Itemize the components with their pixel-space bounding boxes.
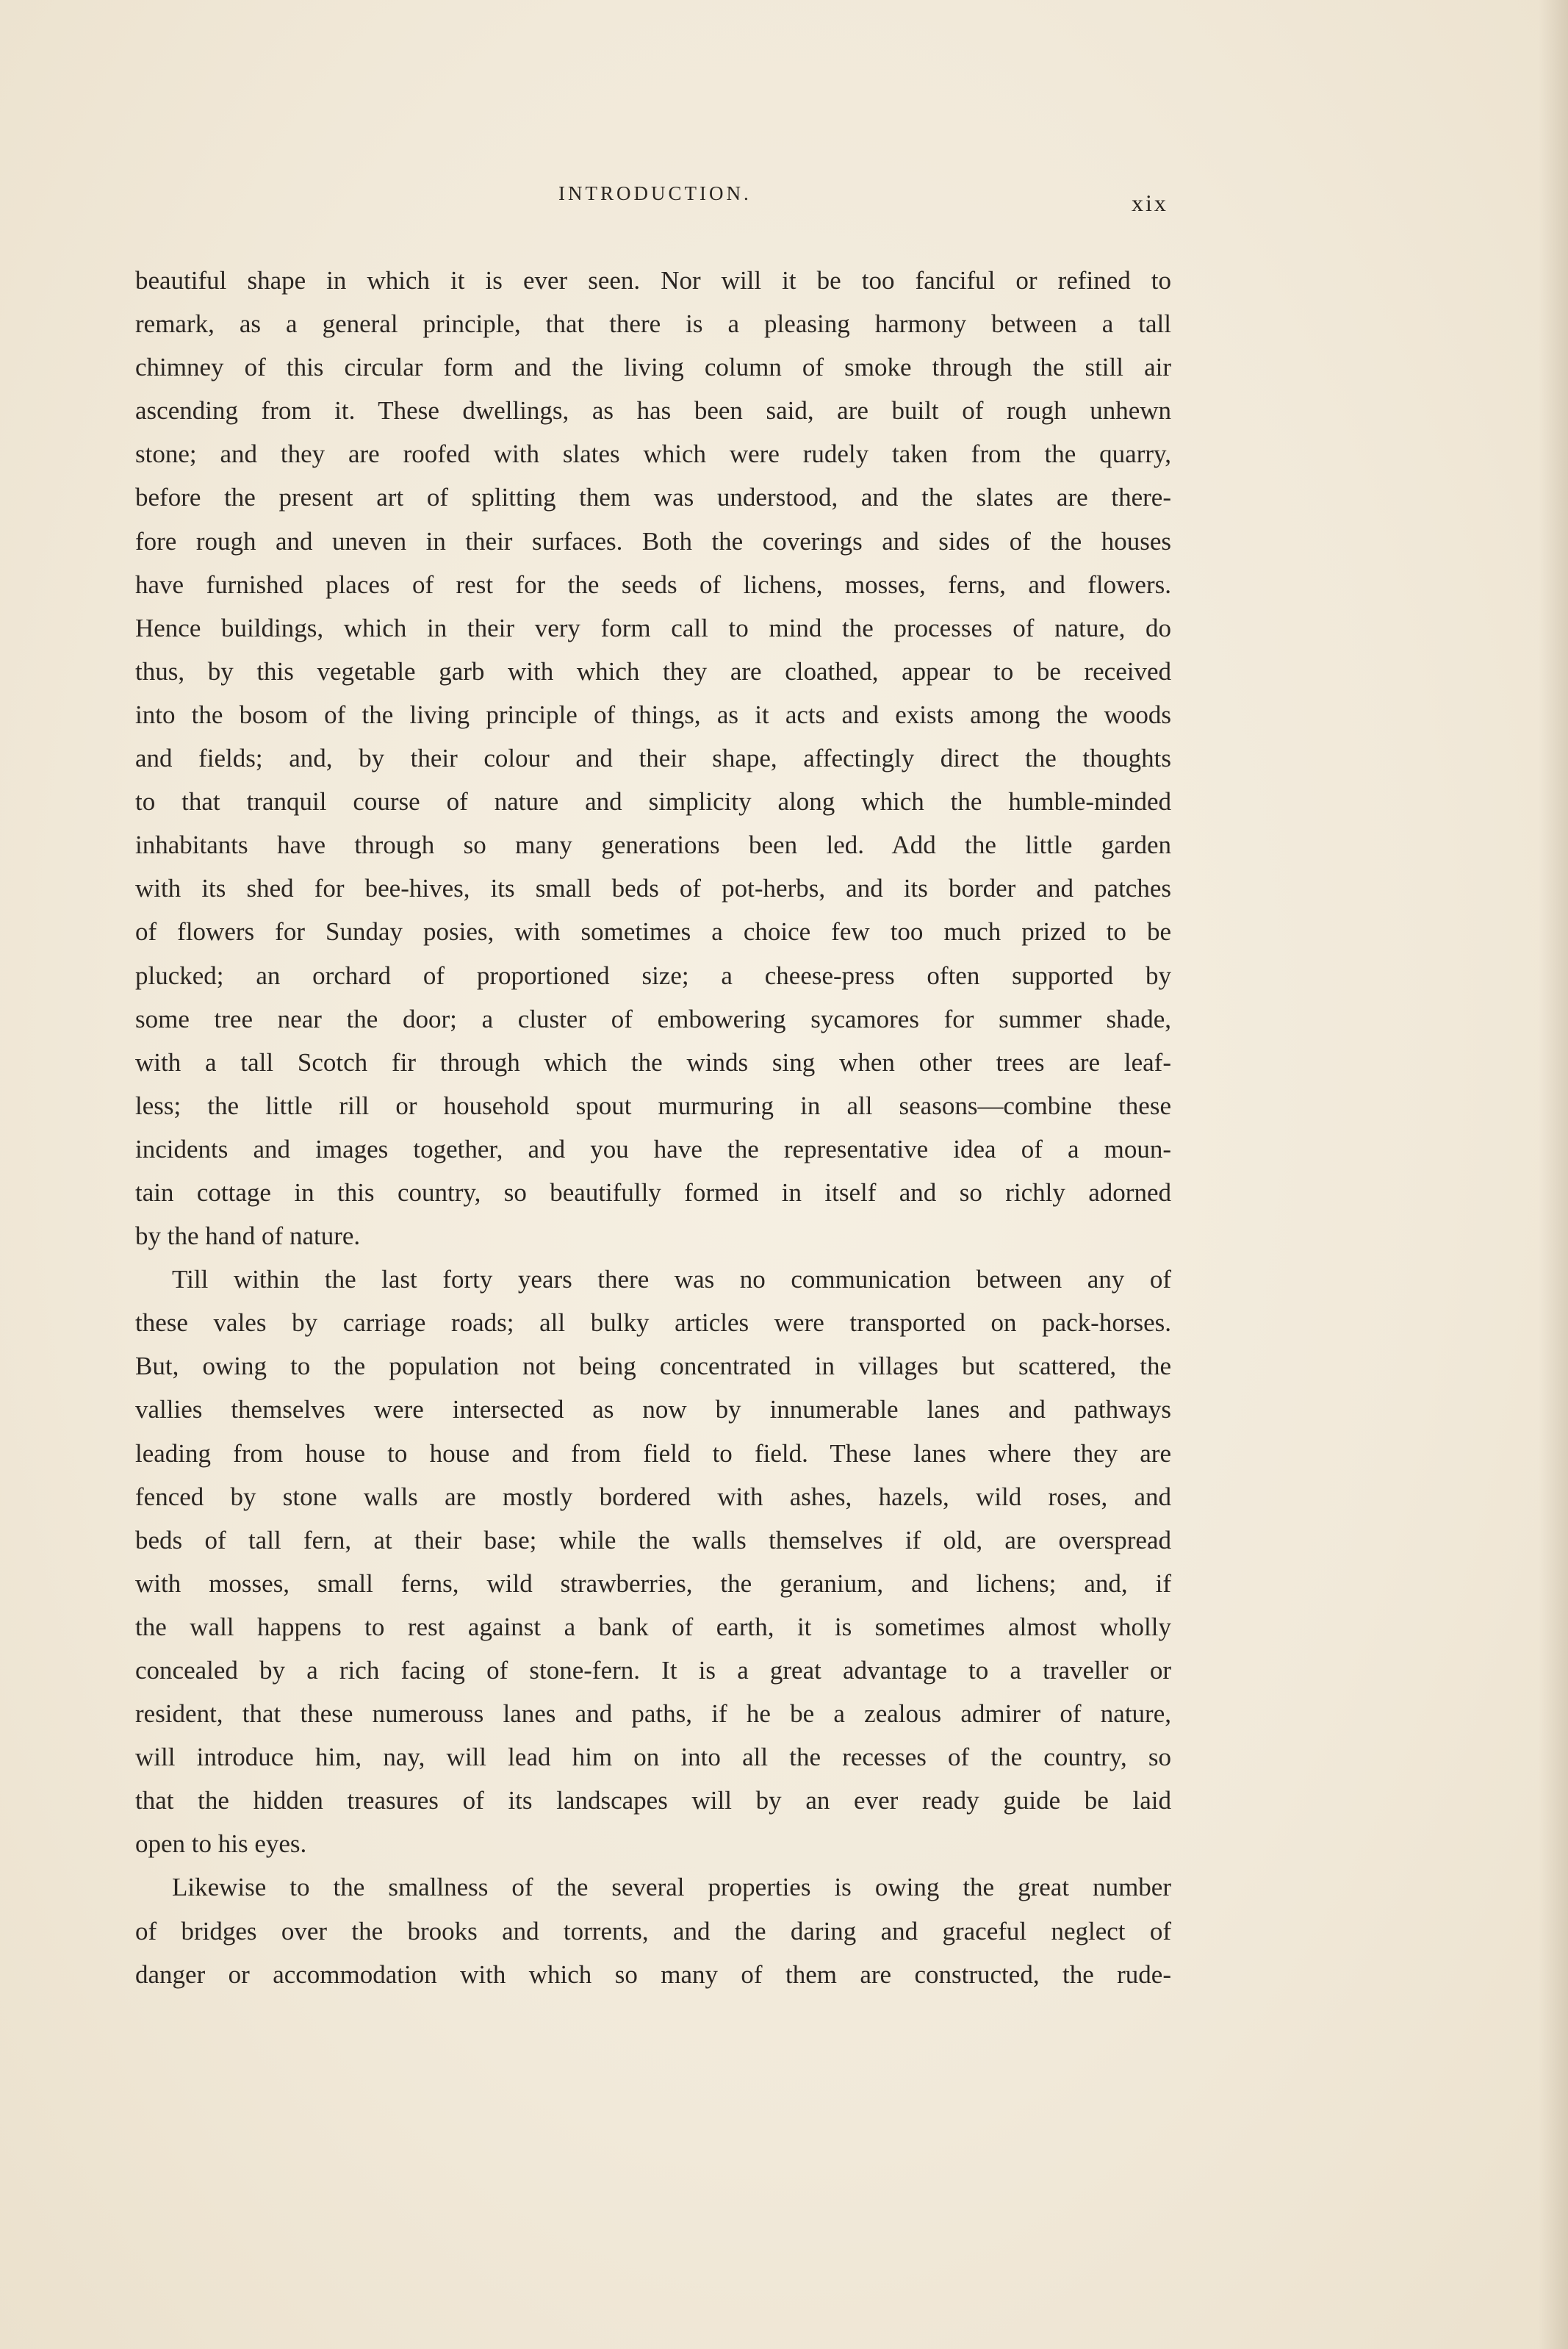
text-line: of flowers for Sunday posies, with sometimes a choice few too much prized to be [135,917,1171,947]
text-line: fore rough and uneven in their surfaces. Both the coverings and sides of the houses [135,526,1171,556]
text-line: But, owing to the population not being concentrated in villages but scattered, the [135,1352,1171,1381]
page-edge-shadow [1539,0,1568,2349]
text-line: before the present art of splitting them was understood, and the slates are there- [135,483,1171,512]
text-line: with a tall Scotch fir through which the winds sing when other trees are leaf- [135,1047,1171,1077]
text-line: plucked; an orchard of proportioned size; a cheese-press often supported by [135,961,1171,990]
text-line: and fields; and, by their colour and their shape, affectingly direct the thoughts [135,744,1171,773]
text-line: beds of tall fern, at their base; while the walls themselves if old, are overspread [135,1525,1171,1554]
text-line: stone; and they are roofed with slates which were rudely taken from the quarry, [135,440,1171,469]
text-line: beautiful shape in which it is ever seen. Nor will it be too fanciful or refined to [135,266,1171,295]
text-line: remark, as a general principle, that there is a pleasing harmony between a tall [135,309,1171,339]
running-head [0,182,1568,226]
text-line: have furnished places of rest for the seeds of lichens, mosses, ferns, and flowers. [135,570,1171,599]
text-line: leading from house to house and from field to field. These lanes where they are [135,1438,1171,1468]
text-line: ascending from it. These dwellings, as has been said, are built of rough unhewn [135,396,1171,426]
text-line: of bridges over the brooks and torrents, and the daring and graceful neglect of [135,1916,1171,1945]
text-line: fenced by stone walls are mostly bordered with ashes, hazels, wild roses, and [135,1482,1171,1511]
text-line: thus, by this vegetable garb with which they are cloathed, appear to be received [135,656,1171,686]
text-line: less; the little rill or household spout murmuring in all seasons—combine these [135,1091,1171,1120]
running-head-title: INTRODUCTION. [558,182,752,204]
text-line: with mosses, small ferns, wild strawberries, the geranium, and lichens; and, if [135,1568,1171,1598]
text-line: Hence buildings, which in their very form call to mind the processes of nature, do [135,613,1171,642]
text-line: incidents and images together, and you have the representative idea of a moun- [135,1134,1171,1163]
text-line: the wall happens to rest against a bank of earth, it is sometimes almost wholly [135,1612,1171,1641]
body-text [135,259,1171,1996]
text-line: to that tranquil course of nature and simplicity along which the humble-minded [135,787,1171,817]
text-line: will introduce him, nay, will lead him on into all the recesses of the country, so [135,1743,1171,1772]
text-line: resident, that these numerouss lanes and paths, if he be a zealous admirer of nature, [135,1699,1171,1729]
text-line: vallies themselves were intersected as now by innumerable lanes and pathways [135,1395,1171,1424]
text-line: by the hand of nature. [135,1222,361,1251]
text-line: some tree near the door; a cluster of embowering sycamores for summer shade, [135,1004,1171,1033]
text-line: with its shed for bee-hives, its small beds of pot-herbs, and its border and patches [135,874,1171,903]
page-number: xix [1132,190,1168,216]
text-line: inhabitants have through so many generations been led. Add the little garden [135,831,1171,860]
text-line: concealed by a rich facing of stone-fern. It is a great advantage to a traveller or [135,1656,1171,1685]
text-line: tain cottage in this country, so beautifully formed in itself and so richly adorned [135,1177,1171,1207]
text-line: these vales by carriage roads; all bulky articles were transported on pack-horses. [135,1308,1171,1338]
text-line: danger or accommodation with which so many of them are constructed, the rude- [135,1959,1171,1989]
text-line: Till within the last forty years there was no communication between any of [172,1265,1171,1294]
text-line: Likewise to the smallness of the several properties is owing the great number [172,1873,1171,1902]
text-line: into the bosom of the living principle of things, as it acts and exists among the woods [135,700,1171,729]
text-line: open to his eyes. [135,1829,307,1859]
text-line: chimney of this circular form and the living column of smoke through the still air [135,353,1171,382]
text-line: that the hidden treasures of its landscapes will by an ever ready guide be laid [135,1786,1171,1815]
